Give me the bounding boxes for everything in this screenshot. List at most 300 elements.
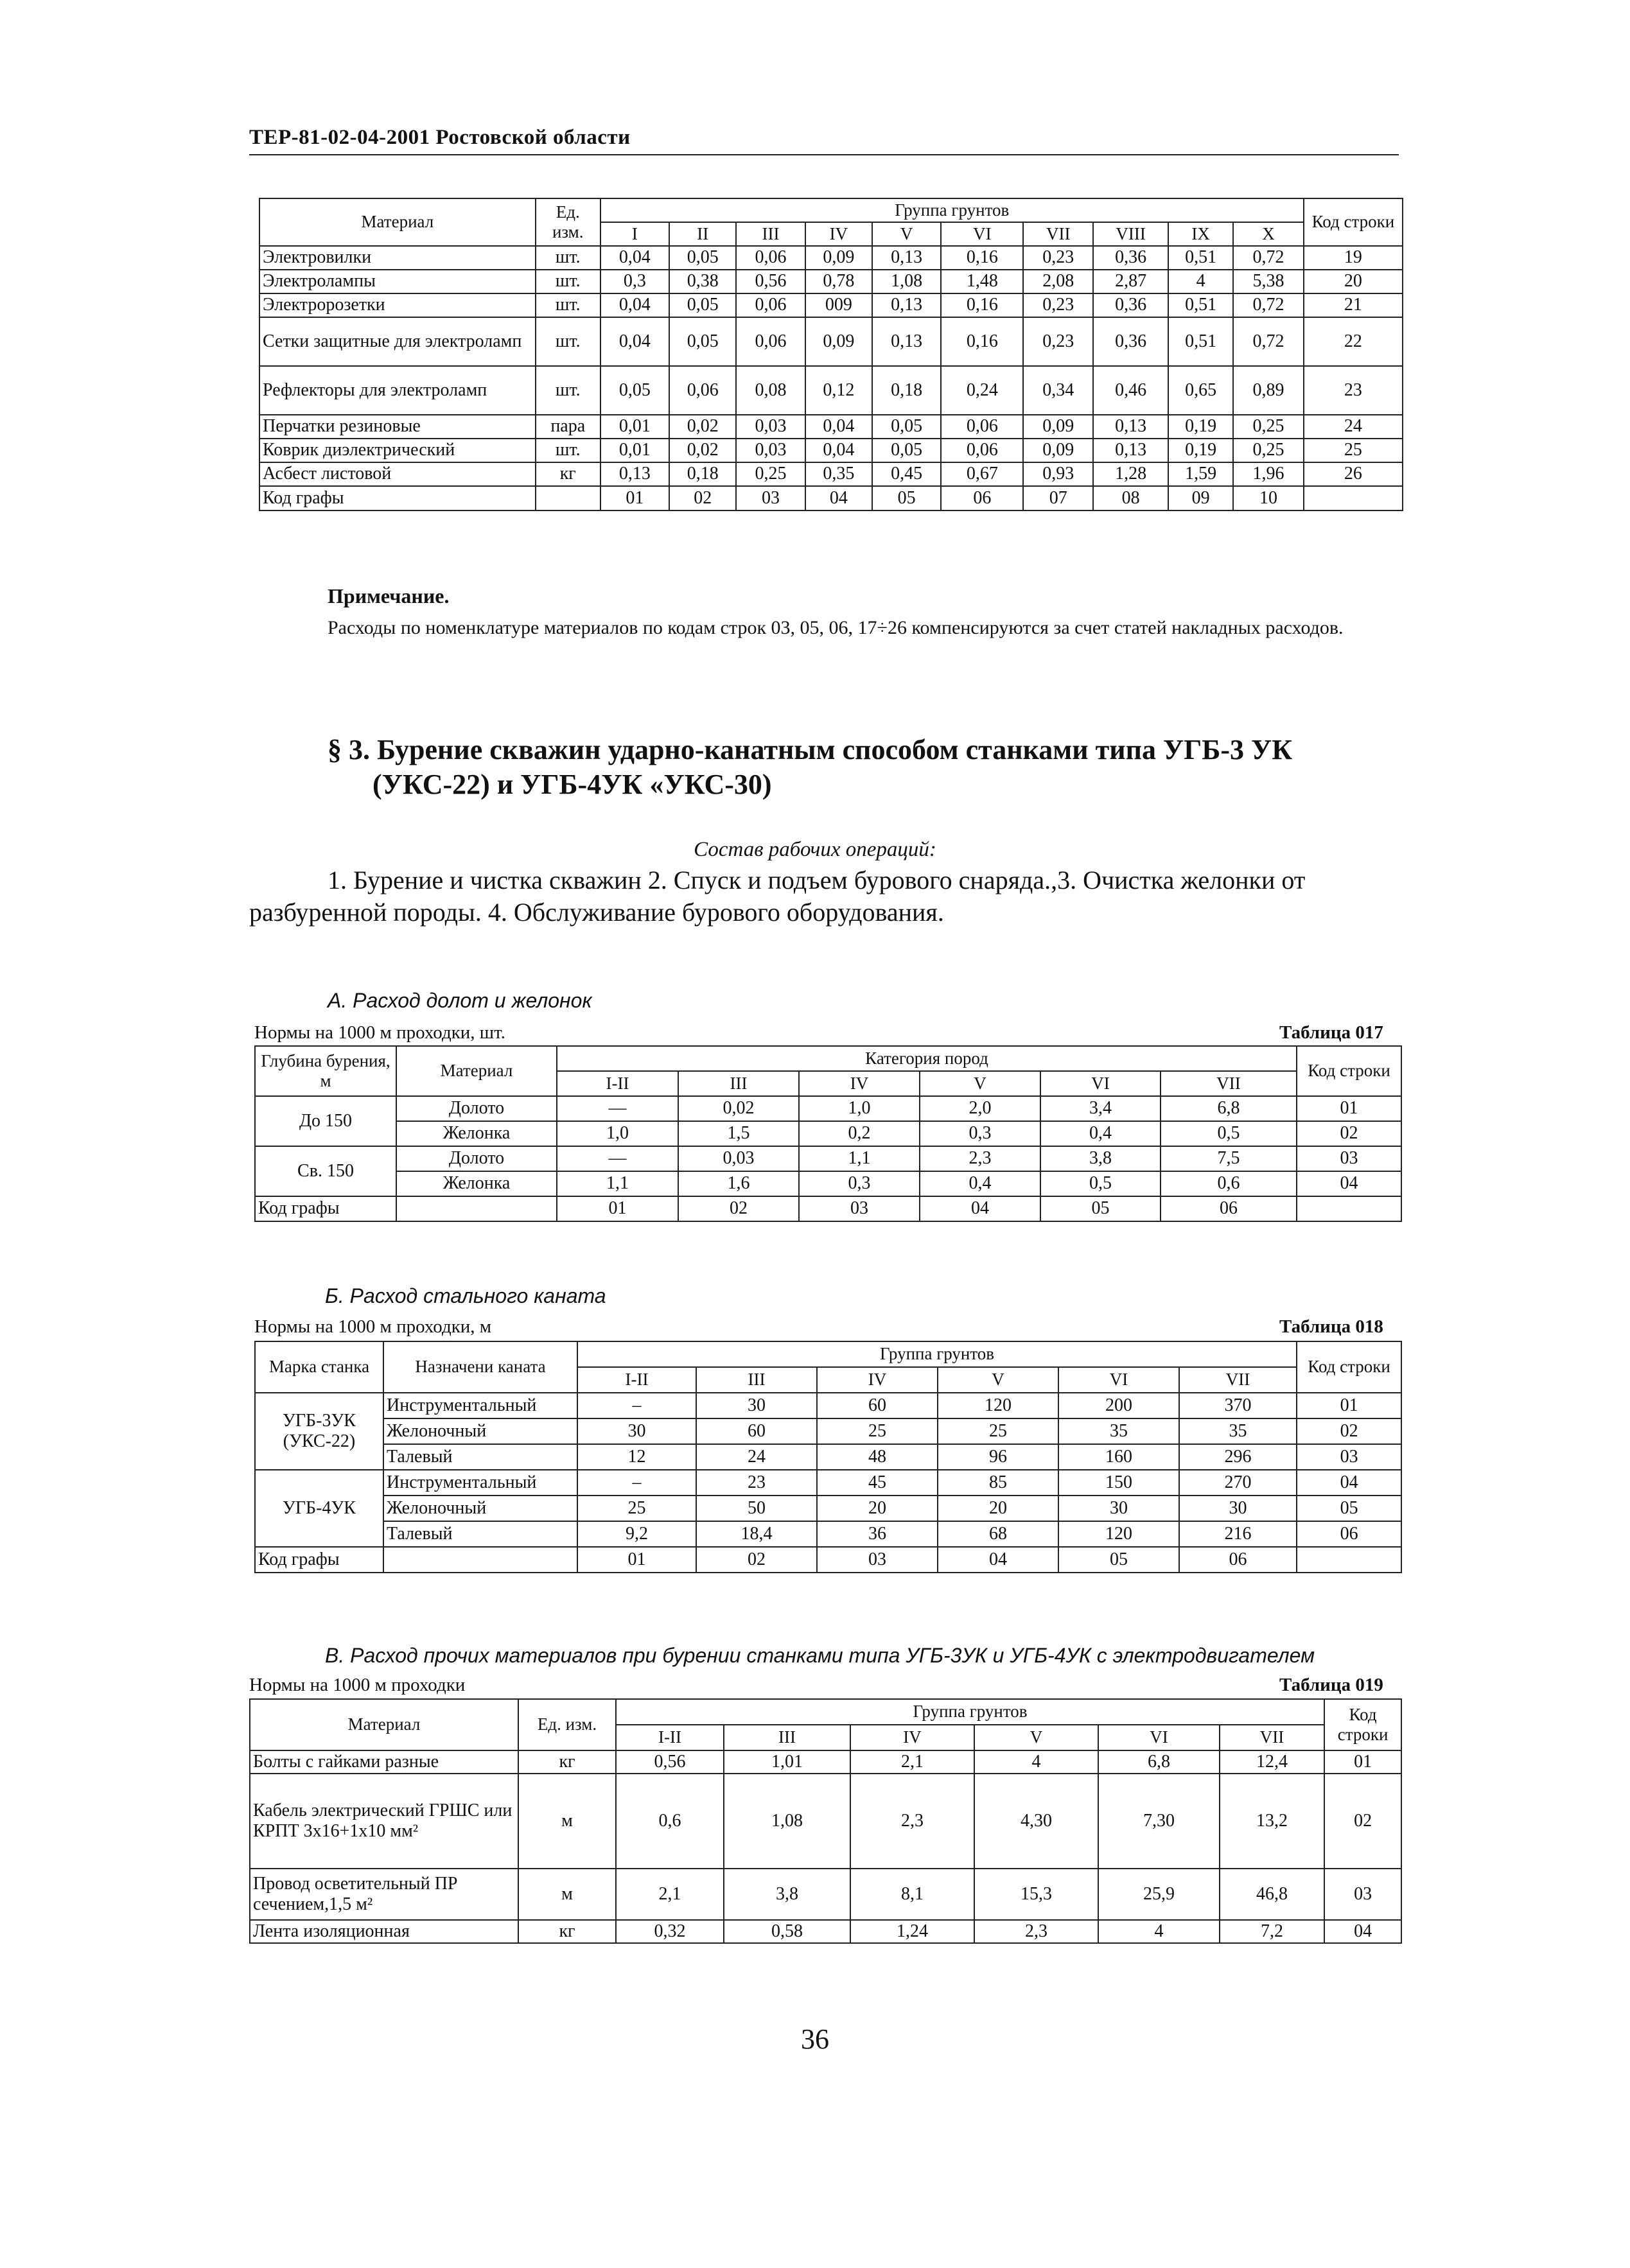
value-cell: 0,24 bbox=[941, 366, 1023, 415]
row-code: 03 bbox=[1324, 1869, 1401, 1920]
value-cell: 009 bbox=[805, 293, 872, 317]
table-row bbox=[255, 1444, 1401, 1470]
value-cell: 0,01 bbox=[600, 439, 669, 462]
group-header: I-II bbox=[616, 1725, 724, 1750]
rope-purpose: Талевый bbox=[383, 1521, 577, 1547]
table-row bbox=[250, 1750, 1401, 1774]
value-cell: 30 bbox=[577, 1418, 696, 1444]
document-header: ТЕР-81-02-04-2001 Ростовской области bbox=[249, 126, 631, 149]
value-cell: 0,13 bbox=[872, 246, 941, 270]
table-row bbox=[259, 317, 1403, 366]
value-cell: 370 bbox=[1179, 1393, 1297, 1418]
col-code-header: Код строки bbox=[1304, 198, 1403, 246]
value-cell: 3,4 bbox=[1040, 1096, 1161, 1121]
table-019 bbox=[249, 1698, 1402, 1944]
unit-cell: шт. bbox=[536, 317, 600, 366]
group-header: IV bbox=[817, 1367, 938, 1393]
row-code: 06 bbox=[1297, 1521, 1401, 1547]
value-cell: 0,09 bbox=[805, 246, 872, 270]
column-code: 02 bbox=[678, 1196, 799, 1221]
depth-cell: Св. 150 bbox=[255, 1146, 396, 1196]
value-cell: 0,04 bbox=[600, 246, 669, 270]
column-code: 04 bbox=[938, 1547, 1058, 1573]
value-cell: 0,51 bbox=[1168, 293, 1233, 317]
rope-purpose: Инструментальный bbox=[383, 1393, 577, 1418]
value-cell: 15,3 bbox=[974, 1869, 1098, 1920]
value-cell: 8,1 bbox=[850, 1869, 974, 1920]
value-cell: 0,06 bbox=[941, 415, 1023, 439]
value-cell: 0,67 bbox=[941, 462, 1023, 486]
value-cell: 4,30 bbox=[974, 1774, 1098, 1869]
value-cell: 25 bbox=[577, 1496, 696, 1521]
table-row bbox=[259, 439, 1403, 462]
value-cell: 296 bbox=[1179, 1444, 1297, 1470]
table018-subhead: Б. Расход стального каната bbox=[325, 1284, 606, 1307]
value-cell: 0,51 bbox=[1168, 317, 1233, 366]
group-header: VII bbox=[1023, 222, 1093, 246]
group-header: I-II bbox=[577, 1367, 696, 1393]
value-cell: 0,65 bbox=[1168, 366, 1233, 415]
value-cell: 0,04 bbox=[805, 415, 872, 439]
column-code: 05 bbox=[1040, 1196, 1161, 1221]
value-cell: 0,03 bbox=[736, 415, 805, 439]
value-cell: 0,4 bbox=[920, 1171, 1040, 1196]
table-row bbox=[259, 293, 1403, 317]
rope-purpose: Желоночный bbox=[383, 1418, 577, 1444]
unit-cell: кг bbox=[518, 1750, 616, 1774]
table018-number: Таблица 018 bbox=[1279, 1316, 1383, 1337]
value-cell: 85 bbox=[938, 1470, 1058, 1496]
value-cell: 1,0 bbox=[557, 1121, 678, 1146]
value-cell: 4 bbox=[974, 1750, 1098, 1774]
material-name: Рефлекторы для электроламп bbox=[259, 366, 536, 415]
table-row bbox=[255, 1146, 1401, 1171]
table019-caption: Нормы на 1000 м проходки bbox=[249, 1675, 466, 1695]
value-cell: 1,0 bbox=[799, 1096, 920, 1121]
value-cell: 12,4 bbox=[1220, 1750, 1324, 1774]
value-cell: 0,58 bbox=[724, 1920, 850, 1943]
footer-empty bbox=[1304, 486, 1403, 510]
value-cell: 0,09 bbox=[1023, 415, 1093, 439]
value-cell: 0,23 bbox=[1023, 246, 1093, 270]
value-cell: 0,36 bbox=[1093, 293, 1168, 317]
category-header: VI bbox=[1040, 1071, 1161, 1096]
value-cell: 0,89 bbox=[1233, 366, 1304, 415]
unit-cell: кг bbox=[518, 1920, 616, 1943]
value-cell: 9,2 bbox=[577, 1521, 696, 1547]
footer-empty bbox=[396, 1196, 557, 1221]
group-header: V bbox=[872, 222, 941, 246]
column-code: 02 bbox=[696, 1547, 817, 1573]
row-code: 04 bbox=[1297, 1470, 1401, 1496]
value-cell: 0,06 bbox=[941, 439, 1023, 462]
value-cell: 0,6 bbox=[1161, 1171, 1297, 1196]
col-code-header: Код строки bbox=[1297, 1046, 1401, 1096]
row-code: 04 bbox=[1324, 1920, 1401, 1943]
header-rule bbox=[249, 154, 1399, 155]
value-cell: 0,18 bbox=[669, 462, 736, 486]
value-cell: 0,56 bbox=[736, 270, 805, 293]
material-name: Электровилки bbox=[259, 246, 536, 270]
category-header: VII bbox=[1161, 1071, 1297, 1096]
group-header: VII bbox=[1179, 1367, 1297, 1393]
operations-title: Состав рабочих операций: bbox=[694, 838, 936, 861]
col-mark-header: Марка станка bbox=[255, 1341, 383, 1393]
table017-subhead: А. Расход долот и желонок bbox=[328, 989, 592, 1012]
value-cell: 2,87 bbox=[1093, 270, 1168, 293]
value-cell: — bbox=[557, 1096, 678, 1121]
value-cell: 25 bbox=[817, 1418, 938, 1444]
value-cell: 0,05 bbox=[669, 246, 736, 270]
value-cell: 0,13 bbox=[600, 462, 669, 486]
table-row bbox=[255, 1121, 1401, 1146]
material-name: Коврик диэлектрический bbox=[259, 439, 536, 462]
rope-purpose: Талевый bbox=[383, 1444, 577, 1470]
value-cell: 0,3 bbox=[799, 1171, 920, 1196]
col-material-header: Материал bbox=[250, 1699, 518, 1750]
col-group-header: Группа грунтов bbox=[577, 1341, 1297, 1367]
column-code: 04 bbox=[920, 1196, 1040, 1221]
footer-label: Код графы bbox=[255, 1196, 396, 1221]
value-cell: 0,05 bbox=[669, 317, 736, 366]
col-unit-header: Ед. изм. bbox=[518, 1699, 616, 1750]
value-cell: 0,19 bbox=[1168, 439, 1233, 462]
col-group-header: Группа грунтов bbox=[600, 198, 1304, 222]
value-cell: 0,32 bbox=[616, 1920, 724, 1943]
group-header: III bbox=[724, 1725, 850, 1750]
value-cell: 2,1 bbox=[850, 1750, 974, 1774]
operations-text: 1. Бурение и чистка скважин 2. Спуск и подъем бурового снаряда.,3. Очистка желонки от разбуренной породы. 4. Обслуживание бурового оборудования. bbox=[249, 866, 1306, 927]
value-cell: 6,8 bbox=[1098, 1750, 1220, 1774]
value-cell: 0,3 bbox=[920, 1121, 1040, 1146]
section-title-line2: (УКС-22) и УГБ-4УК «УКС-30) bbox=[372, 769, 772, 800]
footer-label: Код графы bbox=[255, 1547, 383, 1573]
group-header: IV bbox=[805, 222, 872, 246]
value-cell: 0,04 bbox=[600, 317, 669, 366]
value-cell: 12 bbox=[577, 1444, 696, 1470]
material-name: Асбест листовой bbox=[259, 462, 536, 486]
unit-cell: пара bbox=[536, 415, 600, 439]
value-cell: 4 bbox=[1098, 1920, 1220, 1943]
group-header: IV bbox=[850, 1725, 974, 1750]
col-group-header: Группа грунтов bbox=[616, 1699, 1324, 1725]
table-row bbox=[255, 1521, 1401, 1547]
value-cell: 60 bbox=[817, 1393, 938, 1418]
value-cell: 1,08 bbox=[872, 270, 941, 293]
group-header: I bbox=[600, 222, 669, 246]
note-text: Расходы по номенклатуре материалов по кодам строк 03, 05, 06, 17÷26 компенсируются за счет статей накладных расходов. bbox=[328, 617, 1344, 638]
group-header: III bbox=[736, 222, 805, 246]
value-cell: 96 bbox=[938, 1444, 1058, 1470]
table-row bbox=[255, 1096, 1401, 1121]
material-cell: Желонка bbox=[396, 1171, 557, 1196]
value-cell: 0,2 bbox=[799, 1121, 920, 1146]
value-cell: 4 bbox=[1168, 270, 1233, 293]
value-cell: 0,16 bbox=[941, 293, 1023, 317]
table-row bbox=[259, 415, 1403, 439]
value-cell: 0,36 bbox=[1093, 317, 1168, 366]
material-name: Электролампы bbox=[259, 270, 536, 293]
value-cell: 0,5 bbox=[1161, 1121, 1297, 1146]
value-cell: 1,96 bbox=[1233, 462, 1304, 486]
value-cell: 0,72 bbox=[1233, 246, 1304, 270]
value-cell: 68 bbox=[938, 1521, 1058, 1547]
col-depth-header: Глубина бурения, м bbox=[255, 1046, 396, 1096]
column-code: 06 bbox=[1161, 1196, 1297, 1221]
unit-cell: м bbox=[518, 1869, 616, 1920]
table-row bbox=[255, 1470, 1401, 1496]
value-cell: 0,08 bbox=[736, 366, 805, 415]
unit-cell: м bbox=[518, 1774, 616, 1869]
value-cell: 30 bbox=[1179, 1496, 1297, 1521]
row-code: 01 bbox=[1324, 1750, 1401, 1774]
col-category-header: Категория пород bbox=[557, 1046, 1297, 1071]
value-cell: 25,9 bbox=[1098, 1869, 1220, 1920]
value-cell: 0,06 bbox=[669, 366, 736, 415]
value-cell: 0,25 bbox=[736, 462, 805, 486]
category-header: III bbox=[678, 1071, 799, 1096]
value-cell: 0,05 bbox=[600, 366, 669, 415]
group-header: V bbox=[974, 1725, 1098, 1750]
group-header: X bbox=[1233, 222, 1304, 246]
value-cell: 0,45 bbox=[872, 462, 941, 486]
page-number: 36 bbox=[801, 2023, 829, 2055]
value-cell: 0,25 bbox=[1233, 415, 1304, 439]
value-cell: 6,8 bbox=[1161, 1096, 1297, 1121]
value-cell: 0,13 bbox=[872, 293, 941, 317]
value-cell: 0,09 bbox=[805, 317, 872, 366]
material-name: Электророзетки bbox=[259, 293, 536, 317]
rope-purpose: Желоночный bbox=[383, 1496, 577, 1521]
unit-cell: шт. bbox=[536, 366, 600, 415]
col-material-header: Материал bbox=[259, 198, 536, 246]
depth-cell: До 150 bbox=[255, 1096, 396, 1146]
value-cell: 160 bbox=[1058, 1444, 1179, 1470]
unit-cell: кг bbox=[536, 462, 600, 486]
value-cell: 2,3 bbox=[850, 1774, 974, 1869]
value-cell: 0,19 bbox=[1168, 415, 1233, 439]
row-code: 19 bbox=[1304, 246, 1403, 270]
value-cell: 20 bbox=[938, 1496, 1058, 1521]
value-cell: 0,16 bbox=[941, 317, 1023, 366]
column-code: 10 bbox=[1233, 486, 1304, 510]
column-code: 03 bbox=[817, 1547, 938, 1573]
row-code: 03 bbox=[1297, 1444, 1401, 1470]
column-code: 02 bbox=[669, 486, 736, 510]
column-code: 01 bbox=[557, 1196, 678, 1221]
footer-label: Код графы bbox=[259, 486, 536, 510]
value-cell: 120 bbox=[938, 1393, 1058, 1418]
value-cell: 0,72 bbox=[1233, 293, 1304, 317]
table017-number: Таблица 017 bbox=[1279, 1022, 1383, 1043]
value-cell: 0,25 bbox=[1233, 439, 1304, 462]
value-cell: 200 bbox=[1058, 1393, 1179, 1418]
value-cell: 0,78 bbox=[805, 270, 872, 293]
value-cell: 0,16 bbox=[941, 246, 1023, 270]
material-name: Сетки защитные для электроламп bbox=[259, 317, 536, 366]
row-code: 02 bbox=[1297, 1121, 1401, 1146]
footer-empty bbox=[383, 1547, 577, 1573]
value-cell: 30 bbox=[696, 1393, 817, 1418]
group-header: III bbox=[696, 1367, 817, 1393]
row-code: 05 bbox=[1297, 1496, 1401, 1521]
value-cell: 3,8 bbox=[1040, 1146, 1161, 1171]
value-cell: 13,2 bbox=[1220, 1774, 1324, 1869]
value-cell: 1,08 bbox=[724, 1774, 850, 1869]
column-code: 03 bbox=[799, 1196, 920, 1221]
row-code: 01 bbox=[1297, 1096, 1401, 1121]
value-cell: 0,01 bbox=[600, 415, 669, 439]
table019-number: Таблица 019 bbox=[1279, 1675, 1383, 1695]
column-code: 04 bbox=[805, 486, 872, 510]
value-cell: 50 bbox=[696, 1496, 817, 1521]
table-row bbox=[259, 462, 1403, 486]
group-header: VII bbox=[1220, 1725, 1324, 1750]
category-header: IV bbox=[799, 1071, 920, 1096]
column-code: 07 bbox=[1023, 486, 1093, 510]
value-cell: 0,02 bbox=[678, 1096, 799, 1121]
materials-table bbox=[259, 198, 1403, 511]
value-cell: 0,35 bbox=[805, 462, 872, 486]
value-cell: 18,4 bbox=[696, 1521, 817, 1547]
value-cell: 45 bbox=[817, 1470, 938, 1496]
value-cell: 1,01 bbox=[724, 1750, 850, 1774]
section-title-line1: § 3. Бурение скважин ударно-канатным способом станками типа УГБ-3 УК bbox=[328, 734, 1293, 765]
material-cell: Долото bbox=[396, 1146, 557, 1171]
value-cell: 23 bbox=[696, 1470, 817, 1496]
group-header: IX bbox=[1168, 222, 1233, 246]
value-cell: 0,05 bbox=[669, 293, 736, 317]
value-cell: 0,5 bbox=[1040, 1171, 1161, 1196]
value-cell: – bbox=[577, 1470, 696, 1496]
column-code: 03 bbox=[736, 486, 805, 510]
value-cell: 0,13 bbox=[1093, 439, 1168, 462]
value-cell: 0,03 bbox=[678, 1146, 799, 1171]
table-row bbox=[259, 246, 1403, 270]
value-cell: 0,3 bbox=[600, 270, 669, 293]
row-code: 04 bbox=[1297, 1171, 1401, 1196]
note-title: Примечание. bbox=[328, 584, 450, 607]
footer-empty bbox=[1297, 1547, 1401, 1573]
material-cell: Желонка bbox=[396, 1121, 557, 1146]
value-cell: 216 bbox=[1179, 1521, 1297, 1547]
footer-empty bbox=[1297, 1196, 1401, 1221]
value-cell: 3,8 bbox=[724, 1869, 850, 1920]
category-header: V bbox=[920, 1071, 1040, 1096]
value-cell: 1,28 bbox=[1093, 462, 1168, 486]
value-cell: 0,51 bbox=[1168, 246, 1233, 270]
category-header: I-II bbox=[557, 1071, 678, 1096]
row-code: 03 bbox=[1297, 1146, 1401, 1171]
value-cell: 0,72 bbox=[1233, 317, 1304, 366]
row-code: 23 bbox=[1304, 366, 1403, 415]
table-row bbox=[255, 1496, 1401, 1521]
value-cell: 0,38 bbox=[669, 270, 736, 293]
value-cell: 24 bbox=[696, 1444, 817, 1470]
value-cell: 35 bbox=[1179, 1418, 1297, 1444]
value-cell: 0,06 bbox=[736, 317, 805, 366]
unit-cell: шт. bbox=[536, 270, 600, 293]
value-cell: 2,3 bbox=[974, 1920, 1098, 1943]
column-code: 09 bbox=[1168, 486, 1233, 510]
value-cell: 0,4 bbox=[1040, 1121, 1161, 1146]
material-name: Лента изоляционная bbox=[250, 1920, 518, 1943]
col-purpose-header: Назначени каната bbox=[383, 1341, 577, 1393]
group-header: VI bbox=[1058, 1367, 1179, 1393]
row-code: 02 bbox=[1324, 1774, 1401, 1869]
column-code: 08 bbox=[1093, 486, 1168, 510]
value-cell: 35 bbox=[1058, 1418, 1179, 1444]
value-cell: 1,1 bbox=[799, 1146, 920, 1171]
unit-cell: шт. bbox=[536, 439, 600, 462]
column-code: 06 bbox=[941, 486, 1023, 510]
value-cell: – bbox=[577, 1393, 696, 1418]
value-cell: 7,5 bbox=[1161, 1146, 1297, 1171]
column-code: 05 bbox=[872, 486, 941, 510]
value-cell: 36 bbox=[817, 1521, 938, 1547]
value-cell: 150 bbox=[1058, 1470, 1179, 1496]
group-header: VI bbox=[1098, 1725, 1220, 1750]
row-code: 20 bbox=[1304, 270, 1403, 293]
value-cell: 1,59 bbox=[1168, 462, 1233, 486]
value-cell: 46,8 bbox=[1220, 1869, 1324, 1920]
value-cell: 1,48 bbox=[941, 270, 1023, 293]
machine-mark: УГБ-3УК (УКС-22) bbox=[255, 1393, 383, 1470]
value-cell: 0,46 bbox=[1093, 366, 1168, 415]
value-cell: 20 bbox=[817, 1496, 938, 1521]
table-row bbox=[255, 1418, 1401, 1444]
table-row bbox=[250, 1869, 1401, 1920]
row-code: 26 bbox=[1304, 462, 1403, 486]
column-code: 05 bbox=[1058, 1547, 1179, 1573]
table018-caption: Нормы на 1000 м проходки, м bbox=[254, 1316, 492, 1337]
row-code: 21 bbox=[1304, 293, 1403, 317]
value-cell: 0,34 bbox=[1023, 366, 1093, 415]
col-code-header: Код строки bbox=[1324, 1699, 1401, 1750]
table019-subhead: В. Расход прочих материалов при бурении станками типа УГБ-3УК и УГБ-4УК с электродвигателем bbox=[325, 1644, 1315, 1667]
row-code: 24 bbox=[1304, 415, 1403, 439]
table-row bbox=[259, 270, 1403, 293]
value-cell: 270 bbox=[1179, 1470, 1297, 1496]
unit-cell: шт. bbox=[536, 246, 600, 270]
table017-caption: Нормы на 1000 м проходки, шт. bbox=[254, 1022, 505, 1043]
group-header: II bbox=[669, 222, 736, 246]
column-code: 01 bbox=[577, 1547, 696, 1573]
table-row bbox=[250, 1774, 1401, 1869]
value-cell: 0,05 bbox=[872, 439, 941, 462]
material-cell: Долото bbox=[396, 1096, 557, 1121]
value-cell: 5,38 bbox=[1233, 270, 1304, 293]
material-name: Провод осветительный ПР сечением,1,5 м² bbox=[250, 1869, 518, 1920]
col-material-header: Материал bbox=[396, 1046, 557, 1096]
value-cell: 0,12 bbox=[805, 366, 872, 415]
value-cell: 0,05 bbox=[872, 415, 941, 439]
rope-purpose: Инструментальный bbox=[383, 1470, 577, 1496]
value-cell: 0,03 bbox=[736, 439, 805, 462]
row-code: 25 bbox=[1304, 439, 1403, 462]
group-header: VI bbox=[941, 222, 1023, 246]
material-name: Кабель электрический ГРШС или КРПТ 3х16+1х10 мм² bbox=[250, 1774, 518, 1869]
value-cell: 0,09 bbox=[1023, 439, 1093, 462]
group-header: V bbox=[938, 1367, 1058, 1393]
value-cell: 0,04 bbox=[805, 439, 872, 462]
column-code: 06 bbox=[1179, 1547, 1297, 1573]
table-row bbox=[250, 1920, 1401, 1943]
table-017 bbox=[254, 1045, 1402, 1222]
value-cell: 2,08 bbox=[1023, 270, 1093, 293]
value-cell: 0,13 bbox=[872, 317, 941, 366]
value-cell: — bbox=[557, 1146, 678, 1171]
